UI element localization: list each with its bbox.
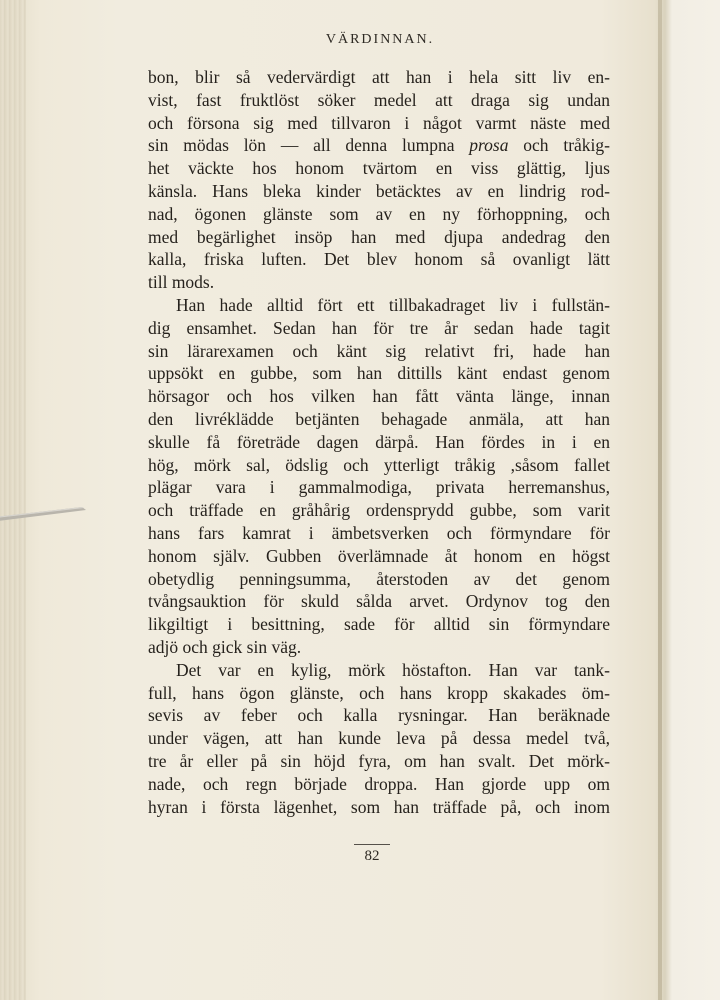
text-line: och träffade en gråhårig ordensprydd gubbe, som varit [148, 500, 610, 521]
text-line: under vägen, att han kunde leva på dessa medel två, [148, 728, 610, 749]
text-line: dig ensamhet. Sedan han för tre år sedan hade tagit [148, 317, 610, 338]
text-line: obetydlig penningsumma, återstoden av det genom [148, 568, 610, 589]
text-line: vist, fast fruktlöst söker medel att draga sig undan [148, 89, 610, 110]
text-line: känsla. Hans bleka kinder betäcktes av en lindrig rod- [148, 180, 610, 201]
page-number-rule [354, 844, 390, 845]
text-line: tre år eller på sin höjd fyra, om han svalt. Det mörk- [148, 750, 610, 771]
text-line: med begärlighet insöp han med djupa andedrag den [148, 226, 610, 247]
page-number: 82 [364, 848, 380, 864]
text-line: hög, mörk sal, ödslig och ytterligt tråkig ,såsom fallet [148, 454, 610, 475]
text-line: full, hans ögon glänste, och hans kropp skakades öm- [148, 682, 610, 703]
text-line: uppsökt en gubbe, som han dittills känt endast genom [148, 363, 610, 384]
text-line: honom själv. Gubben överlämnade åt honom en högst [148, 545, 610, 566]
running-head: VÄRDINNAN. [325, 32, 435, 47]
text-line: sevis av feber och kalla rysningar. Han beräknade [148, 705, 610, 726]
italic-word: prosa [469, 135, 509, 156]
text-segment: sin mödas lön — all denna lumpna [148, 135, 470, 156]
text-line: kalla, friska luften. Det blev honom så ovanligt lätt [148, 249, 610, 270]
text-line: adjö och gick sin väg. [148, 636, 302, 657]
text-line: till mods. [148, 272, 215, 293]
pointer-stick-icon [0, 505, 89, 521]
text-line: och försona sig med tillvaron i något varmt näste med [148, 112, 610, 133]
page-fold-shadow [658, 0, 662, 1000]
page-stack-edge [0, 0, 26, 1000]
text-line: het väckte hos honom tvärtom en viss glättig, ljus [148, 158, 610, 179]
text-line: bon, blir så vedervärdigt att han i hela sitt liv en- [148, 67, 610, 87]
text-line: plägar vara i gammalmodiga, privata herremanshus, [148, 477, 610, 498]
text-line: Han hade alltid fört ett tillbakadraget liv i fullstän- [176, 294, 610, 315]
body-text [148, 66, 610, 818]
text-line: skulle få företräde dagen därpå. Han fördes in i en [148, 431, 610, 452]
text-line: nad, ögonen glänste som av en ny förhoppning, och [148, 203, 610, 224]
text-line: tvångsauktion för skuld sålda arvet. Ordynov tog den [148, 591, 610, 612]
text-line: hörsagor och hos vilken han fått vänta länge, innan [148, 386, 610, 407]
text-line: hans fars kamrat i ämbetsverken och förmyndare för [148, 522, 610, 543]
text-line: Det var en kylig, mörk höstafton. Han var tank- [176, 659, 610, 680]
text-line: likgiltigt i besittning, sade för alltid sin förmyndare [148, 614, 610, 635]
text-line [148, 134, 610, 157]
text-segment: och tråkig- [508, 135, 610, 156]
text-line: den livréklädde betjänten behagade anmäla, att han [148, 408, 610, 429]
text-line: hyran i första lägenhet, som han träffade på, och inom [148, 796, 610, 817]
text-line: sin lärarexamen och känt sig relativt fri, hade han [148, 340, 610, 361]
text-line: nade, och regn började droppa. Han gjorde upp om [148, 773, 610, 794]
